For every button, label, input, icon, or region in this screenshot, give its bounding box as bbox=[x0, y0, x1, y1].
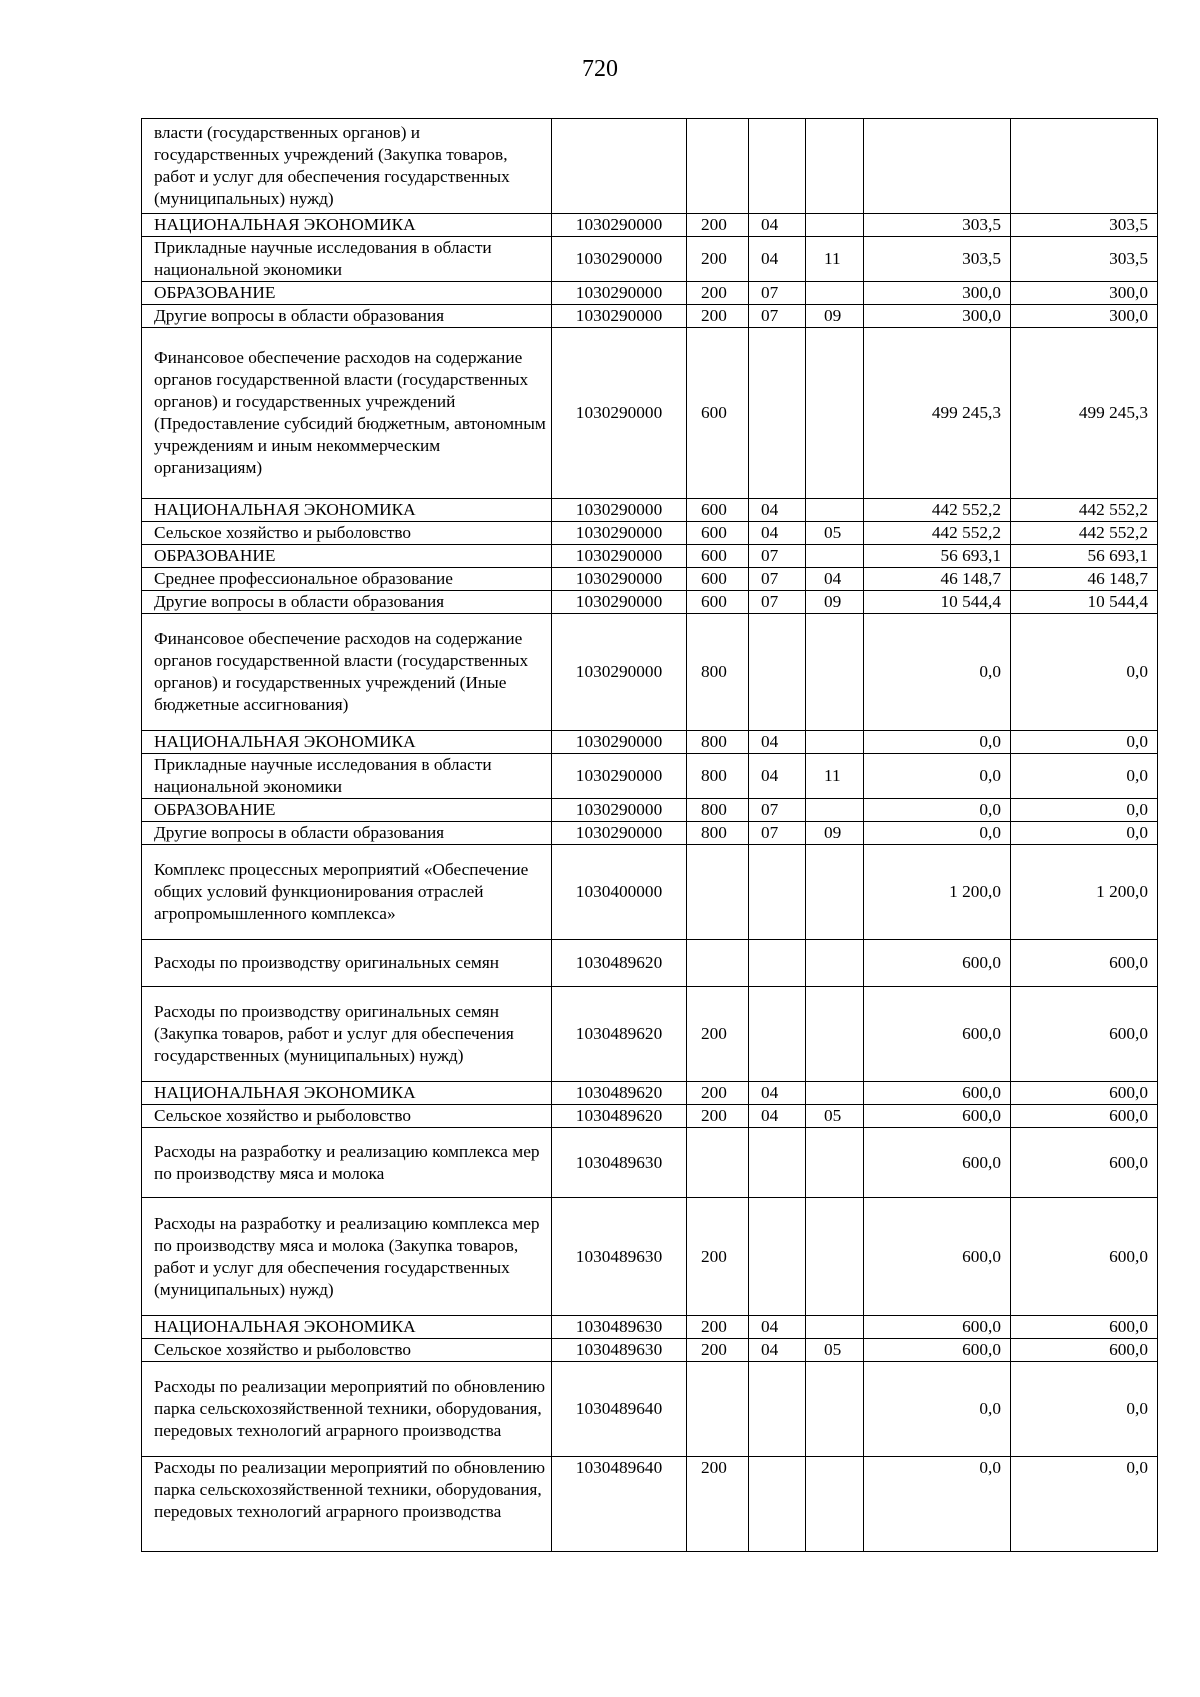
cell-section bbox=[749, 119, 806, 214]
cell-section: 07 bbox=[749, 822, 806, 845]
table-row bbox=[142, 119, 1158, 214]
cell-expense-type: 600 bbox=[687, 499, 749, 522]
cell-sum-1: 499 245,3 bbox=[864, 328, 1011, 499]
cell-section: 07 bbox=[749, 591, 806, 614]
cell-name: НАЦИОНАЛЬНАЯ ЭКОНОМИКА bbox=[142, 731, 552, 754]
cell-target-article: 1030489640 bbox=[552, 1362, 687, 1457]
cell-target-article: 1030489630 bbox=[552, 1316, 687, 1339]
cell-expense-type: 200 bbox=[687, 305, 749, 328]
cell-target-article: 1030290000 bbox=[552, 799, 687, 822]
cell-expense-type: 800 bbox=[687, 822, 749, 845]
cell-expense-type: 800 bbox=[687, 731, 749, 754]
table-row bbox=[142, 522, 1158, 545]
cell-subsection bbox=[806, 799, 864, 822]
cell-name: Расходы на разработку и реализацию комплекса мер по производству мяса и молока bbox=[142, 1128, 552, 1198]
cell-name: НАЦИОНАЛЬНАЯ ЭКОНОМИКА bbox=[142, 214, 552, 237]
cell-sum-1: 303,5 bbox=[864, 237, 1011, 282]
cell-subsection bbox=[806, 845, 864, 940]
cell-sum-2: 0,0 bbox=[1011, 1362, 1158, 1457]
cell-section bbox=[749, 987, 806, 1082]
cell-sum-2: 600,0 bbox=[1011, 987, 1158, 1082]
cell-subsection: 05 bbox=[806, 1339, 864, 1362]
cell-target-article: 1030290000 bbox=[552, 822, 687, 845]
cell-expense-type: 600 bbox=[687, 522, 749, 545]
cell-target-article: 1030290000 bbox=[552, 305, 687, 328]
cell-sum-1: 46 148,7 bbox=[864, 568, 1011, 591]
cell-sum-2: 600,0 bbox=[1011, 1128, 1158, 1198]
cell-sum-1: 600,0 bbox=[864, 1339, 1011, 1362]
cell-sum-2: 0,0 bbox=[1011, 822, 1158, 845]
cell-target-article: 1030290000 bbox=[552, 522, 687, 545]
cell-name: Комплекс процессных мероприятий «Обеспечение общих условий функционирования отраслей агропромышленного комплекса» bbox=[142, 845, 552, 940]
cell-target-article: 1030290000 bbox=[552, 545, 687, 568]
cell-expense-type: 200 bbox=[687, 1316, 749, 1339]
cell-expense-type: 200 bbox=[687, 1105, 749, 1128]
cell-sum-2: 0,0 bbox=[1011, 799, 1158, 822]
table-row bbox=[142, 987, 1158, 1082]
cell-sum-1: 600,0 bbox=[864, 987, 1011, 1082]
cell-target-article: 1030290000 bbox=[552, 328, 687, 499]
cell-sum-2: 600,0 bbox=[1011, 1198, 1158, 1316]
cell-sum-2: 46 148,7 bbox=[1011, 568, 1158, 591]
cell-name: власти (государственных органов) и государственных учреждений (Закупка товаров, работ и услуг для обеспечения государственных (муниципальных) нужд) bbox=[142, 119, 552, 214]
cell-name: ОБРАЗОВАНИЕ bbox=[142, 545, 552, 568]
table-row bbox=[142, 499, 1158, 522]
table-row bbox=[142, 822, 1158, 845]
table-row bbox=[142, 1362, 1158, 1457]
cell-expense-type: 600 bbox=[687, 568, 749, 591]
cell-sum-2: 600,0 bbox=[1011, 1316, 1158, 1339]
table-row bbox=[142, 940, 1158, 987]
cell-expense-type: 200 bbox=[687, 1339, 749, 1362]
cell-section: 04 bbox=[749, 731, 806, 754]
table-row bbox=[142, 614, 1158, 731]
cell-sum-1: 300,0 bbox=[864, 282, 1011, 305]
cell-target-article: 1030290000 bbox=[552, 237, 687, 282]
cell-sum-1: 0,0 bbox=[864, 822, 1011, 845]
table-row bbox=[142, 799, 1158, 822]
table-row bbox=[142, 237, 1158, 282]
cell-expense-type bbox=[687, 1128, 749, 1198]
cell-section: 07 bbox=[749, 799, 806, 822]
cell-sum-1: 600,0 bbox=[864, 940, 1011, 987]
cell-subsection bbox=[806, 614, 864, 731]
cell-sum-1: 0,0 bbox=[864, 1362, 1011, 1457]
cell-target-article: 1030489620 bbox=[552, 1082, 687, 1105]
cell-sum-2: 300,0 bbox=[1011, 305, 1158, 328]
cell-section: 07 bbox=[749, 282, 806, 305]
cell-sum-1: 1 200,0 bbox=[864, 845, 1011, 940]
page-number: 720 bbox=[582, 56, 618, 82]
cell-expense-type: 600 bbox=[687, 591, 749, 614]
cell-section: 04 bbox=[749, 522, 806, 545]
cell-section: 07 bbox=[749, 545, 806, 568]
cell-name: Сельское хозяйство и рыболовство bbox=[142, 1339, 552, 1362]
cell-sum-1: 56 693,1 bbox=[864, 545, 1011, 568]
cell-subsection bbox=[806, 1457, 864, 1552]
table-row bbox=[142, 568, 1158, 591]
cell-target-article: 1030290000 bbox=[552, 282, 687, 305]
cell-sum-2: 300,0 bbox=[1011, 282, 1158, 305]
cell-sum-1: 600,0 bbox=[864, 1128, 1011, 1198]
cell-name: Финансовое обеспечение расходов на содержание органов государственной власти (государственных органов) и государственных учреждений (Предоставление субсидий бюджетным, автономным учреждениям и иным некоммерческим организациям) bbox=[142, 328, 552, 499]
cell-section bbox=[749, 1128, 806, 1198]
cell-sum-1: 442 552,2 bbox=[864, 522, 1011, 545]
cell-sum-1: 600,0 bbox=[864, 1316, 1011, 1339]
cell-sum-1: 0,0 bbox=[864, 1457, 1011, 1552]
cell-target-article: 1030290000 bbox=[552, 568, 687, 591]
cell-name: Сельское хозяйство и рыболовство bbox=[142, 522, 552, 545]
cell-expense-type: 200 bbox=[687, 1082, 749, 1105]
cell-target-article: 1030290000 bbox=[552, 214, 687, 237]
cell-target-article bbox=[552, 119, 687, 214]
cell-name: НАЦИОНАЛЬНАЯ ЭКОНОМИКА bbox=[142, 499, 552, 522]
cell-expense-type: 200 bbox=[687, 237, 749, 282]
cell-subsection bbox=[806, 731, 864, 754]
cell-subsection bbox=[806, 545, 864, 568]
cell-target-article: 1030290000 bbox=[552, 499, 687, 522]
table-row bbox=[142, 1082, 1158, 1105]
cell-subsection: 05 bbox=[806, 1105, 864, 1128]
cell-expense-type bbox=[687, 845, 749, 940]
cell-sum-2: 499 245,3 bbox=[1011, 328, 1158, 499]
table-row bbox=[142, 731, 1158, 754]
cell-subsection bbox=[806, 214, 864, 237]
cell-name: ОБРАЗОВАНИЕ bbox=[142, 799, 552, 822]
cell-target-article: 1030489620 bbox=[552, 940, 687, 987]
cell-name: Прикладные научные исследования в области национальной экономики bbox=[142, 237, 552, 282]
cell-target-article: 1030489630 bbox=[552, 1339, 687, 1362]
cell-sum-1: 0,0 bbox=[864, 731, 1011, 754]
cell-target-article: 1030489630 bbox=[552, 1128, 687, 1198]
cell-sum-1: 600,0 bbox=[864, 1105, 1011, 1128]
cell-target-article: 1030290000 bbox=[552, 754, 687, 799]
cell-sum-2: 600,0 bbox=[1011, 1082, 1158, 1105]
cell-expense-type bbox=[687, 119, 749, 214]
cell-section bbox=[749, 614, 806, 731]
cell-section: 04 bbox=[749, 1105, 806, 1128]
table-row bbox=[142, 845, 1158, 940]
cell-sum-2: 303,5 bbox=[1011, 237, 1158, 282]
cell-expense-type: 800 bbox=[687, 754, 749, 799]
cell-section: 04 bbox=[749, 237, 806, 282]
cell-sum-2: 0,0 bbox=[1011, 614, 1158, 731]
cell-sum-1: 600,0 bbox=[864, 1198, 1011, 1316]
cell-sum-1: 300,0 bbox=[864, 305, 1011, 328]
cell-name: НАЦИОНАЛЬНАЯ ЭКОНОМИКА bbox=[142, 1082, 552, 1105]
cell-section: 04 bbox=[749, 1082, 806, 1105]
table-body bbox=[142, 119, 1158, 1552]
cell-section bbox=[749, 940, 806, 987]
cell-name: Другие вопросы в области образования bbox=[142, 822, 552, 845]
cell-sum-2: 303,5 bbox=[1011, 214, 1158, 237]
cell-sum-1: 10 544,4 bbox=[864, 591, 1011, 614]
table-row bbox=[142, 545, 1158, 568]
cell-section bbox=[749, 1198, 806, 1316]
cell-subsection: 09 bbox=[806, 822, 864, 845]
cell-expense-type: 600 bbox=[687, 328, 749, 499]
cell-subsection: 09 bbox=[806, 305, 864, 328]
cell-expense-type bbox=[687, 1362, 749, 1457]
cell-subsection bbox=[806, 940, 864, 987]
cell-sum-1: 0,0 bbox=[864, 614, 1011, 731]
cell-subsection bbox=[806, 499, 864, 522]
cell-name: Финансовое обеспечение расходов на содержание органов государственной власти (государственных органов) и государственных учреждений (Иные бюджетные ассигнования) bbox=[142, 614, 552, 731]
table-row bbox=[142, 1457, 1158, 1552]
cell-section: 07 bbox=[749, 305, 806, 328]
cell-name: Прикладные научные исследования в области национальной экономики bbox=[142, 754, 552, 799]
cell-subsection: 09 bbox=[806, 591, 864, 614]
budget-table bbox=[141, 118, 1158, 1552]
cell-sum-2: 0,0 bbox=[1011, 1457, 1158, 1552]
table-row bbox=[142, 1128, 1158, 1198]
table-row bbox=[142, 591, 1158, 614]
cell-target-article: 1030290000 bbox=[552, 731, 687, 754]
cell-name: Расходы по реализации мероприятий по обновлению парка сельскохозяйственной техники, оборудования, передовых технологий аграрного производства bbox=[142, 1457, 552, 1552]
cell-name: ОБРАЗОВАНИЕ bbox=[142, 282, 552, 305]
cell-name: Расходы по производству оригинальных семян (Закупка товаров, работ и услуг для обеспечения государственных (муниципальных) нужд) bbox=[142, 987, 552, 1082]
cell-subsection bbox=[806, 1082, 864, 1105]
cell-sum-1: 0,0 bbox=[864, 754, 1011, 799]
table-row bbox=[142, 1339, 1158, 1362]
cell-subsection bbox=[806, 1316, 864, 1339]
cell-expense-type: 200 bbox=[687, 214, 749, 237]
cell-sum-2: 442 552,2 bbox=[1011, 522, 1158, 545]
cell-sum-2 bbox=[1011, 119, 1158, 214]
table-row bbox=[142, 1316, 1158, 1339]
cell-section: 04 bbox=[749, 754, 806, 799]
cell-sum-2: 0,0 bbox=[1011, 754, 1158, 799]
table-row bbox=[142, 1105, 1158, 1128]
table-row bbox=[142, 282, 1158, 305]
cell-subsection bbox=[806, 328, 864, 499]
cell-subsection bbox=[806, 1128, 864, 1198]
cell-name: Расходы на разработку и реализацию комплекса мер по производству мяса и молока (Закупка товаров, работ и услуг для обеспечения государственных (муниципальных) нужд) bbox=[142, 1198, 552, 1316]
cell-name: Среднее профессиональное образование bbox=[142, 568, 552, 591]
cell-expense-type: 800 bbox=[687, 614, 749, 731]
table-row bbox=[142, 754, 1158, 799]
cell-target-article: 1030290000 bbox=[552, 614, 687, 731]
cell-name: Сельское хозяйство и рыболовство bbox=[142, 1105, 552, 1128]
cell-sum-1: 600,0 bbox=[864, 1082, 1011, 1105]
cell-expense-type: 200 bbox=[687, 1457, 749, 1552]
cell-sum-2: 600,0 bbox=[1011, 1105, 1158, 1128]
cell-subsection: 11 bbox=[806, 754, 864, 799]
cell-expense-type: 200 bbox=[687, 987, 749, 1082]
cell-expense-type: 800 bbox=[687, 799, 749, 822]
cell-expense-type: 200 bbox=[687, 282, 749, 305]
cell-sum-1: 442 552,2 bbox=[864, 499, 1011, 522]
table-row bbox=[142, 305, 1158, 328]
cell-name: Другие вопросы в области образования bbox=[142, 591, 552, 614]
cell-section: 04 bbox=[749, 1316, 806, 1339]
cell-target-article: 1030489620 bbox=[552, 1105, 687, 1128]
cell-subsection: 04 bbox=[806, 568, 864, 591]
cell-subsection bbox=[806, 987, 864, 1082]
cell-sum-1: 303,5 bbox=[864, 214, 1011, 237]
cell-subsection bbox=[806, 119, 864, 214]
table-row bbox=[142, 214, 1158, 237]
cell-target-article: 1030400000 bbox=[552, 845, 687, 940]
cell-section bbox=[749, 328, 806, 499]
cell-subsection bbox=[806, 1198, 864, 1316]
cell-subsection bbox=[806, 1362, 864, 1457]
cell-subsection: 11 bbox=[806, 237, 864, 282]
cell-subsection bbox=[806, 282, 864, 305]
cell-section bbox=[749, 845, 806, 940]
cell-name: Расходы по реализации мероприятий по обновлению парка сельскохозяйственной техники, оборудования, передовых технологий аграрного производства bbox=[142, 1362, 552, 1457]
cell-section: 04 bbox=[749, 1339, 806, 1362]
cell-target-article: 1030489620 bbox=[552, 987, 687, 1082]
cell-sum-2: 442 552,2 bbox=[1011, 499, 1158, 522]
cell-sum-2: 10 544,4 bbox=[1011, 591, 1158, 614]
cell-sum-2: 56 693,1 bbox=[1011, 545, 1158, 568]
cell-sum-2: 600,0 bbox=[1011, 940, 1158, 987]
cell-name: Другие вопросы в области образования bbox=[142, 305, 552, 328]
cell-sum-1 bbox=[864, 119, 1011, 214]
cell-expense-type bbox=[687, 940, 749, 987]
cell-target-article: 1030489640 bbox=[552, 1457, 687, 1552]
table-row bbox=[142, 328, 1158, 499]
cell-sum-1: 0,0 bbox=[864, 799, 1011, 822]
cell-name: Расходы по производству оригинальных семян bbox=[142, 940, 552, 987]
cell-name: НАЦИОНАЛЬНАЯ ЭКОНОМИКА bbox=[142, 1316, 552, 1339]
cell-target-article: 1030290000 bbox=[552, 591, 687, 614]
cell-expense-type: 600 bbox=[687, 545, 749, 568]
cell-section: 07 bbox=[749, 568, 806, 591]
cell-target-article: 1030489630 bbox=[552, 1198, 687, 1316]
cell-sum-2: 0,0 bbox=[1011, 731, 1158, 754]
cell-expense-type: 200 bbox=[687, 1198, 749, 1316]
cell-section: 04 bbox=[749, 499, 806, 522]
cell-subsection: 05 bbox=[806, 522, 864, 545]
cell-section bbox=[749, 1362, 806, 1457]
cell-sum-2: 600,0 bbox=[1011, 1339, 1158, 1362]
table-row bbox=[142, 1198, 1158, 1316]
cell-section: 04 bbox=[749, 214, 806, 237]
cell-sum-2: 1 200,0 bbox=[1011, 845, 1158, 940]
cell-section bbox=[749, 1457, 806, 1552]
